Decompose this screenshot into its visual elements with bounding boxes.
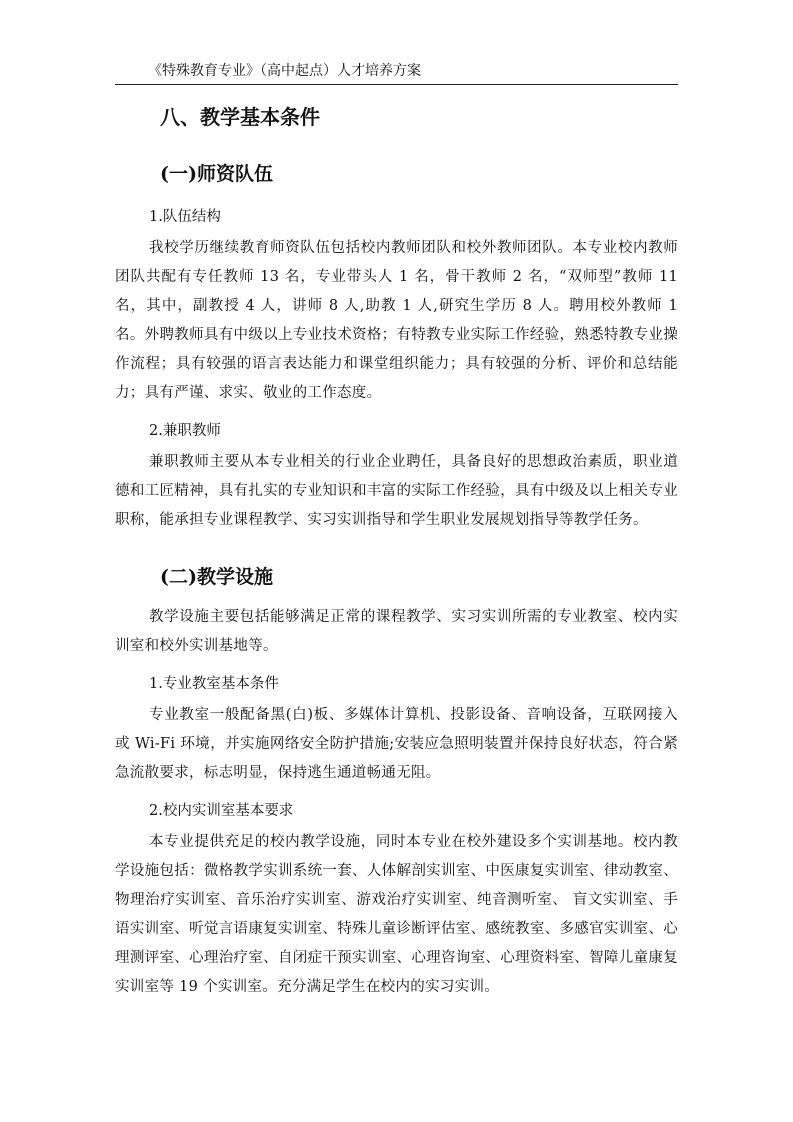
paragraph-facilities-intro: 教学设施主要包括能够满足正常的课程教学、实习实训所需的专业教室、校内实训室和校外实训基地等。 <box>115 609 678 654</box>
subsection-heading-facilities: (二)教学设施 <box>160 566 273 588</box>
item-title-part-time-teachers: 2.兼职教师 <box>149 423 221 439</box>
item-title-classroom: 1.专业教室基本条件 <box>149 676 279 692</box>
paragraph-part-time-teachers: 兼职教师主要从本专业相关的行业企业聘任，具备良好的思想政治素质，职业道德和工匠精神，具有扎实的专业知识和丰富的实际工作经验，具有中级及以上相关专业职称，能承担专业课程教学、实习实训指导和学生职业发展规划指导等教学任务。 <box>115 454 678 528</box>
item-title-team-structure: 1.队伍结构 <box>149 209 221 225</box>
paragraph-team-structure: 我校学历继续教育师资队伍包括校内教师团队和校外教师团队。本专业校内教师团队共配有专任教师 13 名，专业带头人 1 名，骨干教师 2 名，“双师型”教师 11 名，其中，副教授 4 人，讲师 8 人,助教 1 人,研究生学历 8 人。聘用校外教师 1 名。外聘教师具有中级以上专业技术资格；有特教专业实际工作经验，熟悉特教专业操作流程；具有较强的语言表达能力和课堂组织能力；具有较强的分析、评价和总结能力；具有严谨、求实、敬业的工作态度。 <box>115 240 678 401</box>
subsection-heading-faculty: (一)师资队伍 <box>160 163 273 185</box>
paragraph-classroom: 专业教室一般配备黑(白)板、多媒体计算机、投影设备、音响设备，互联网接入或 Wi-Fi 环境，并实施网络安全防护措施;安装应急照明装置并保持良好状态，符合紧急流散要求，标志明显，保持逃生通道畅通无阻。 <box>115 707 678 781</box>
section-heading: 八、教学基本条件 <box>160 105 320 129</box>
header-divider <box>115 84 678 85</box>
item-title-training-rooms: 2.校内实训室基本要求 <box>149 803 294 819</box>
running-header: 《特殊教育专业》（高中起点）人才培养方案 <box>148 63 421 79</box>
page-body <box>115 102 678 1002</box>
paragraph-training-rooms: 本专业提供充足的校内教学设施，同时本专业在校外建设多个实训基地。校内教学设施包括：微格教学实训系统一套、人体解剖实训室、中医康复实训室、律动教室、物理治疗实训室、音乐治疗实训室、游戏治疗实训室、纯音测听室、 盲文实训室、手语实训室、听觉言语康复实训室、特殊儿童诊断评估室、感统教室、多感官实训室、心理测评室、心理治疗室、自闭症干预实训室、心理咨询室、心理资料室、智障儿童康复实训室等 19 个实训室。充分满足学生在校内的实习实训。 <box>115 834 678 995</box>
